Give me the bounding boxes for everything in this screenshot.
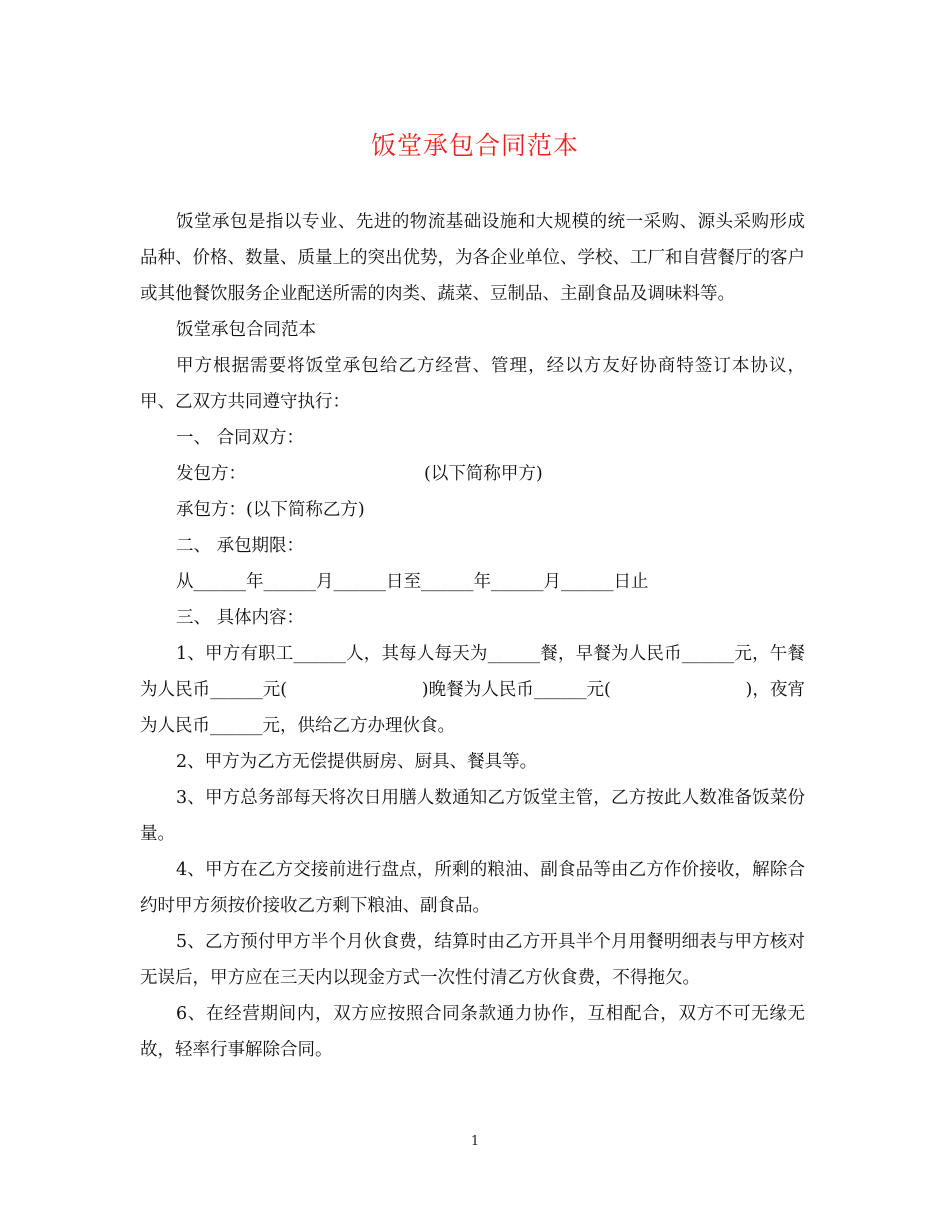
clause-5: 5、乙方预付甲方半个月伙食费，结算时由乙方开具半个月用餐明细表与甲方核对无误后，甲方应在三天内以现金方式一次性付清乙方伙食费，不得拖欠。 <box>140 932 805 988</box>
clause-1: 1、甲方有职工______人，其每人每天为______餐，早餐为人民币______元，午餐为人民币______元( )晚餐为人民币______元( )，夜宵为人民币______元，供给乙方办理伙食。 <box>140 644 805 736</box>
paragraph-subtitle: 饭堂承包合同范本 <box>176 320 316 340</box>
clause-4: 4、甲方在乙方交接前进行盘点，所剩的粮油、副食品等由乙方作价接收，解除合约时甲方须按价接收乙方剩下粮油、副食品。 <box>140 860 805 916</box>
page-number: 1 <box>470 1134 480 1149</box>
clause-2: 2、甲方为乙方无偿提供厨房、厨具、餐具等。 <box>176 752 538 772</box>
paragraph-intro: 饭堂承包是指以专业、先进的物流基础设施和大规模的统一采购、源头采购形成品种、价格、数量、质量上的突出优势，为各企业单位、学校、工厂和自营餐厅的客户或其他餐饮服务企业配送所需的肉类、蔬菜、豆制品、主副食品及调味料等。 <box>140 212 805 304</box>
document-title: 饭堂承包合同范本 <box>370 131 579 160</box>
section-heading-content: 三、 具体内容： <box>176 608 305 628</box>
section-heading-term: 二、 承包期限： <box>176 536 305 556</box>
clause-3: 3、甲方总务部每天将次日用膳人数通知乙方饭堂主管，乙方按此人数准备饭菜份量。 <box>140 788 805 844</box>
paragraph-contractee: 承包方：(以下简称乙方) <box>176 500 365 520</box>
clause-6: 6、在经营期间内，双方应按照合同条款通力协作，互相配合，双方不可无缘无故，轻率行事解除合同。 <box>140 1004 805 1060</box>
paragraph-preamble: 甲方根据需要将饭堂承包给乙方经营、管理，经以方友好协商特签订本协议，甲、乙双方共同遵守执行： <box>140 356 805 412</box>
section-heading-parties: 一、 合同双方： <box>176 428 305 448</box>
document-body <box>140 204 805 1068</box>
paragraph-contractor: 发包方： (以下简称甲方) <box>176 464 543 484</box>
paragraph-term-dates: 从______年______月______日至______年______月______日止 <box>176 572 649 592</box>
